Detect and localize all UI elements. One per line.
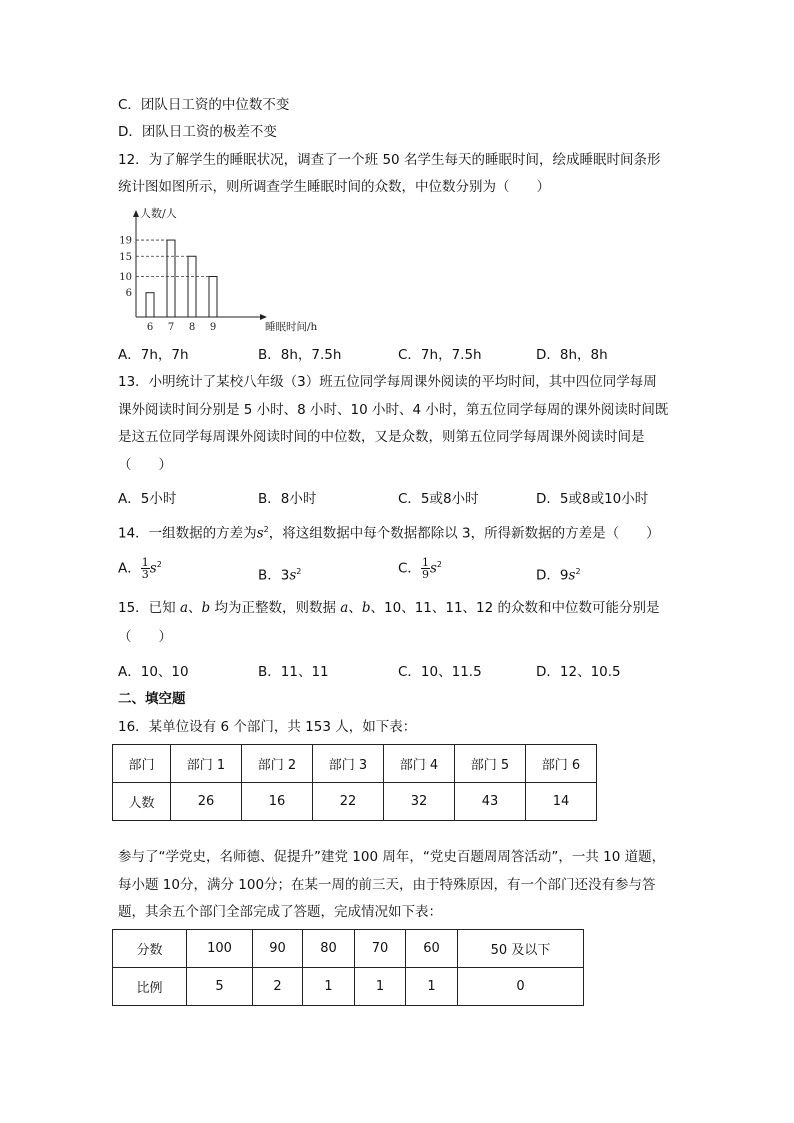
fraction-denominator: 9: [421, 568, 429, 581]
table-cell: 部门 2: [242, 745, 313, 783]
table-cell: 22: [313, 783, 384, 821]
table-cell: 2: [253, 968, 303, 1006]
x-tick-label: 9: [209, 322, 217, 333]
q13-option-a: A．5小时: [118, 491, 177, 507]
table-cell: 比例: [113, 968, 187, 1006]
q14-option-a-fraction: [141, 557, 150, 580]
table-cell: 60: [406, 930, 458, 968]
prev-option-c: C．团队日工资的中位数不变: [118, 97, 290, 113]
variance-exponent: 2: [436, 560, 442, 569]
bar: [146, 293, 154, 317]
table-cell: 分数: [113, 930, 187, 968]
table-cell: 部门 1: [171, 745, 242, 783]
table-cell: 部门: [113, 745, 171, 783]
y-tick-label: 15: [119, 251, 132, 263]
table-cell: 14: [526, 783, 597, 821]
q14-option-a-label: A．: [118, 560, 141, 577]
q15-stem-line2: （ ）: [118, 629, 172, 645]
bar: [209, 277, 217, 318]
q14-variance-symbol: s: [256, 525, 264, 542]
table-cell: 50 及以下: [458, 930, 584, 968]
score-table: [112, 929, 584, 1006]
variance-exponent: 2: [296, 567, 302, 576]
q16-stem: 16．某单位设有 6 个部门，共 153 人，如下表：: [118, 719, 417, 735]
q14-variance-exponent: 2: [263, 525, 269, 534]
x-tick-label: 8: [188, 322, 196, 333]
table-row: [113, 930, 584, 968]
q12-option-a: A．7h，7h: [118, 347, 189, 363]
separator: 、: [188, 600, 202, 616]
x-tick-label: 6: [146, 322, 154, 333]
table-cell: 100: [187, 930, 253, 968]
variance-symbol: s: [289, 567, 297, 584]
var-b: b: [201, 600, 211, 616]
table-cell: 5: [187, 968, 253, 1006]
q13-stem-line1: 13．小明统计了某校八年级（3）班五位同学每周课外阅读的平均时间，其中四位同学每周: [118, 374, 657, 390]
table-cell: 部门 5: [455, 745, 526, 783]
table-cell: 90: [253, 930, 303, 968]
department-table: [112, 744, 597, 821]
q13-option-d: D．5或8或10小时: [536, 491, 649, 507]
x-axis-label: 睡眠时间/h: [265, 321, 318, 333]
table-cell: 26: [171, 783, 242, 821]
variance-exponent: 2: [575, 567, 581, 576]
table-cell: 80: [303, 930, 355, 968]
q15-option-c: C．10、11.5: [398, 664, 482, 680]
coefficient: 9: [559, 567, 569, 584]
q14-option-d-label: D．: [536, 567, 560, 584]
table-cell: 70: [355, 930, 406, 968]
var-a: a: [340, 600, 349, 616]
table-cell: 部门 3: [313, 745, 384, 783]
q12-option-c: C．7h，7.5h: [398, 347, 482, 363]
coefficient: 3: [280, 567, 290, 584]
q15-stem-part2: 均为正整数，则数据: [210, 600, 341, 616]
variance-symbol: s: [568, 567, 576, 584]
y-axis-arrow: [133, 210, 139, 217]
q13-stem-line4: （ ）: [118, 457, 172, 473]
q12-option-d: D．8h，8h: [536, 347, 608, 363]
q15-option-a: A．10、10: [118, 664, 189, 680]
table-cell: 1: [303, 968, 355, 1006]
q14-stem-part1: 14．一组数据的方差为: [118, 525, 257, 542]
q16-paragraph-line2: 每小题 10分，满分 100分；在某一周的前三天，由于特殊原因，有一个部门还没有参与答: [118, 877, 656, 893]
q14-option-b-label: B．: [258, 567, 281, 584]
y-axis-label: 人数/人: [140, 207, 177, 220]
q14-stem-part2: ，将这组数据中每个数据都除以 3，所得新数据的方差是（ ）: [268, 525, 660, 542]
table-row: [113, 783, 597, 821]
table-cell: 部门 4: [384, 745, 455, 783]
fraction-denominator: 3: [141, 568, 149, 581]
table-cell: 16: [242, 783, 313, 821]
q14-option-d: [536, 563, 581, 585]
variance-symbol: s: [429, 560, 437, 577]
q12-option-b: B．8h，7.5h: [258, 347, 342, 363]
q13-stem-line2: 课外阅读时间分别是 5 小时、8 小时、10 小时、4 小时，第五位同学每周的课外阅读时间既: [118, 402, 669, 418]
table-cell: 43: [455, 783, 526, 821]
y-tick-label: 6: [125, 288, 132, 300]
fraction-numerator: 1: [421, 556, 429, 569]
q15-option-b: B．11、11: [258, 664, 329, 680]
q13-option-c: C．5或8小时: [398, 491, 479, 507]
q16-paragraph-line3: 题，其余五个部门全部完成了答题，完成情况如下表：: [118, 904, 442, 920]
table-cell: 1: [406, 968, 458, 1006]
x-tick-label: 7: [167, 322, 175, 333]
q14-stem: [118, 521, 660, 543]
q13-option-b: B．8小时: [258, 491, 317, 507]
table-cell: 32: [384, 783, 455, 821]
table-cell: 0: [458, 968, 584, 1006]
q16-paragraph-line1: 参与了“学党史，名师德、促提升”建党 100 周年，“党史百题周周答活动”，一共 10 道题，: [118, 849, 666, 865]
table-row: [113, 968, 584, 1006]
y-tick-label: 10: [119, 272, 132, 283]
bar: [167, 240, 175, 317]
x-axis-arrow: [260, 314, 267, 320]
q14-option-a: [118, 556, 162, 580]
q14-option-c-label: C．: [398, 560, 421, 577]
var-b: b: [361, 600, 371, 616]
var-a: a: [179, 600, 189, 616]
variance-symbol: s: [149, 560, 157, 577]
q15-option-d: D．12、10.5: [536, 664, 621, 680]
bar: [188, 256, 196, 317]
q12-stem-line1: 12．为了解学生的睡眠状况，调查了一个班 50 名学生每天的睡眠时间，绘成睡眠时间条形: [118, 152, 661, 168]
q14-option-c: [398, 556, 442, 580]
table-cell: 1: [355, 968, 406, 1006]
q15-stem-part3: 、10、11、11、12 的众数和中位数可能分别是: [370, 600, 660, 616]
variance-exponent: 2: [156, 560, 162, 569]
separator: 、: [348, 600, 362, 616]
q15-stem-line1: [118, 599, 660, 617]
fraction-numerator: 1: [141, 556, 149, 569]
q15-stem-part1: 15．已知: [118, 600, 180, 616]
table-cell: 人数: [113, 783, 171, 821]
prev-option-d: D．团队日工资的极差不变: [118, 124, 277, 140]
section-heading-fill-in: 二、填空题: [118, 691, 186, 707]
q14-option-b: [258, 563, 301, 585]
y-tick-label: 19: [119, 235, 132, 247]
q12-stem-line2: 统计图如图所示，则所调查学生睡眠时间的众数，中位数分别为（ ）: [118, 179, 550, 195]
table-row: [113, 745, 597, 783]
q13-stem-line3: 是这五位同学每周课外阅读时间的中位数，又是众数，则第五位同学每周课外阅读时间是: [118, 429, 645, 445]
q14-option-c-fraction: [421, 557, 430, 580]
sleep-bar-chart: [110, 202, 350, 338]
table-cell: 部门 6: [526, 745, 597, 783]
